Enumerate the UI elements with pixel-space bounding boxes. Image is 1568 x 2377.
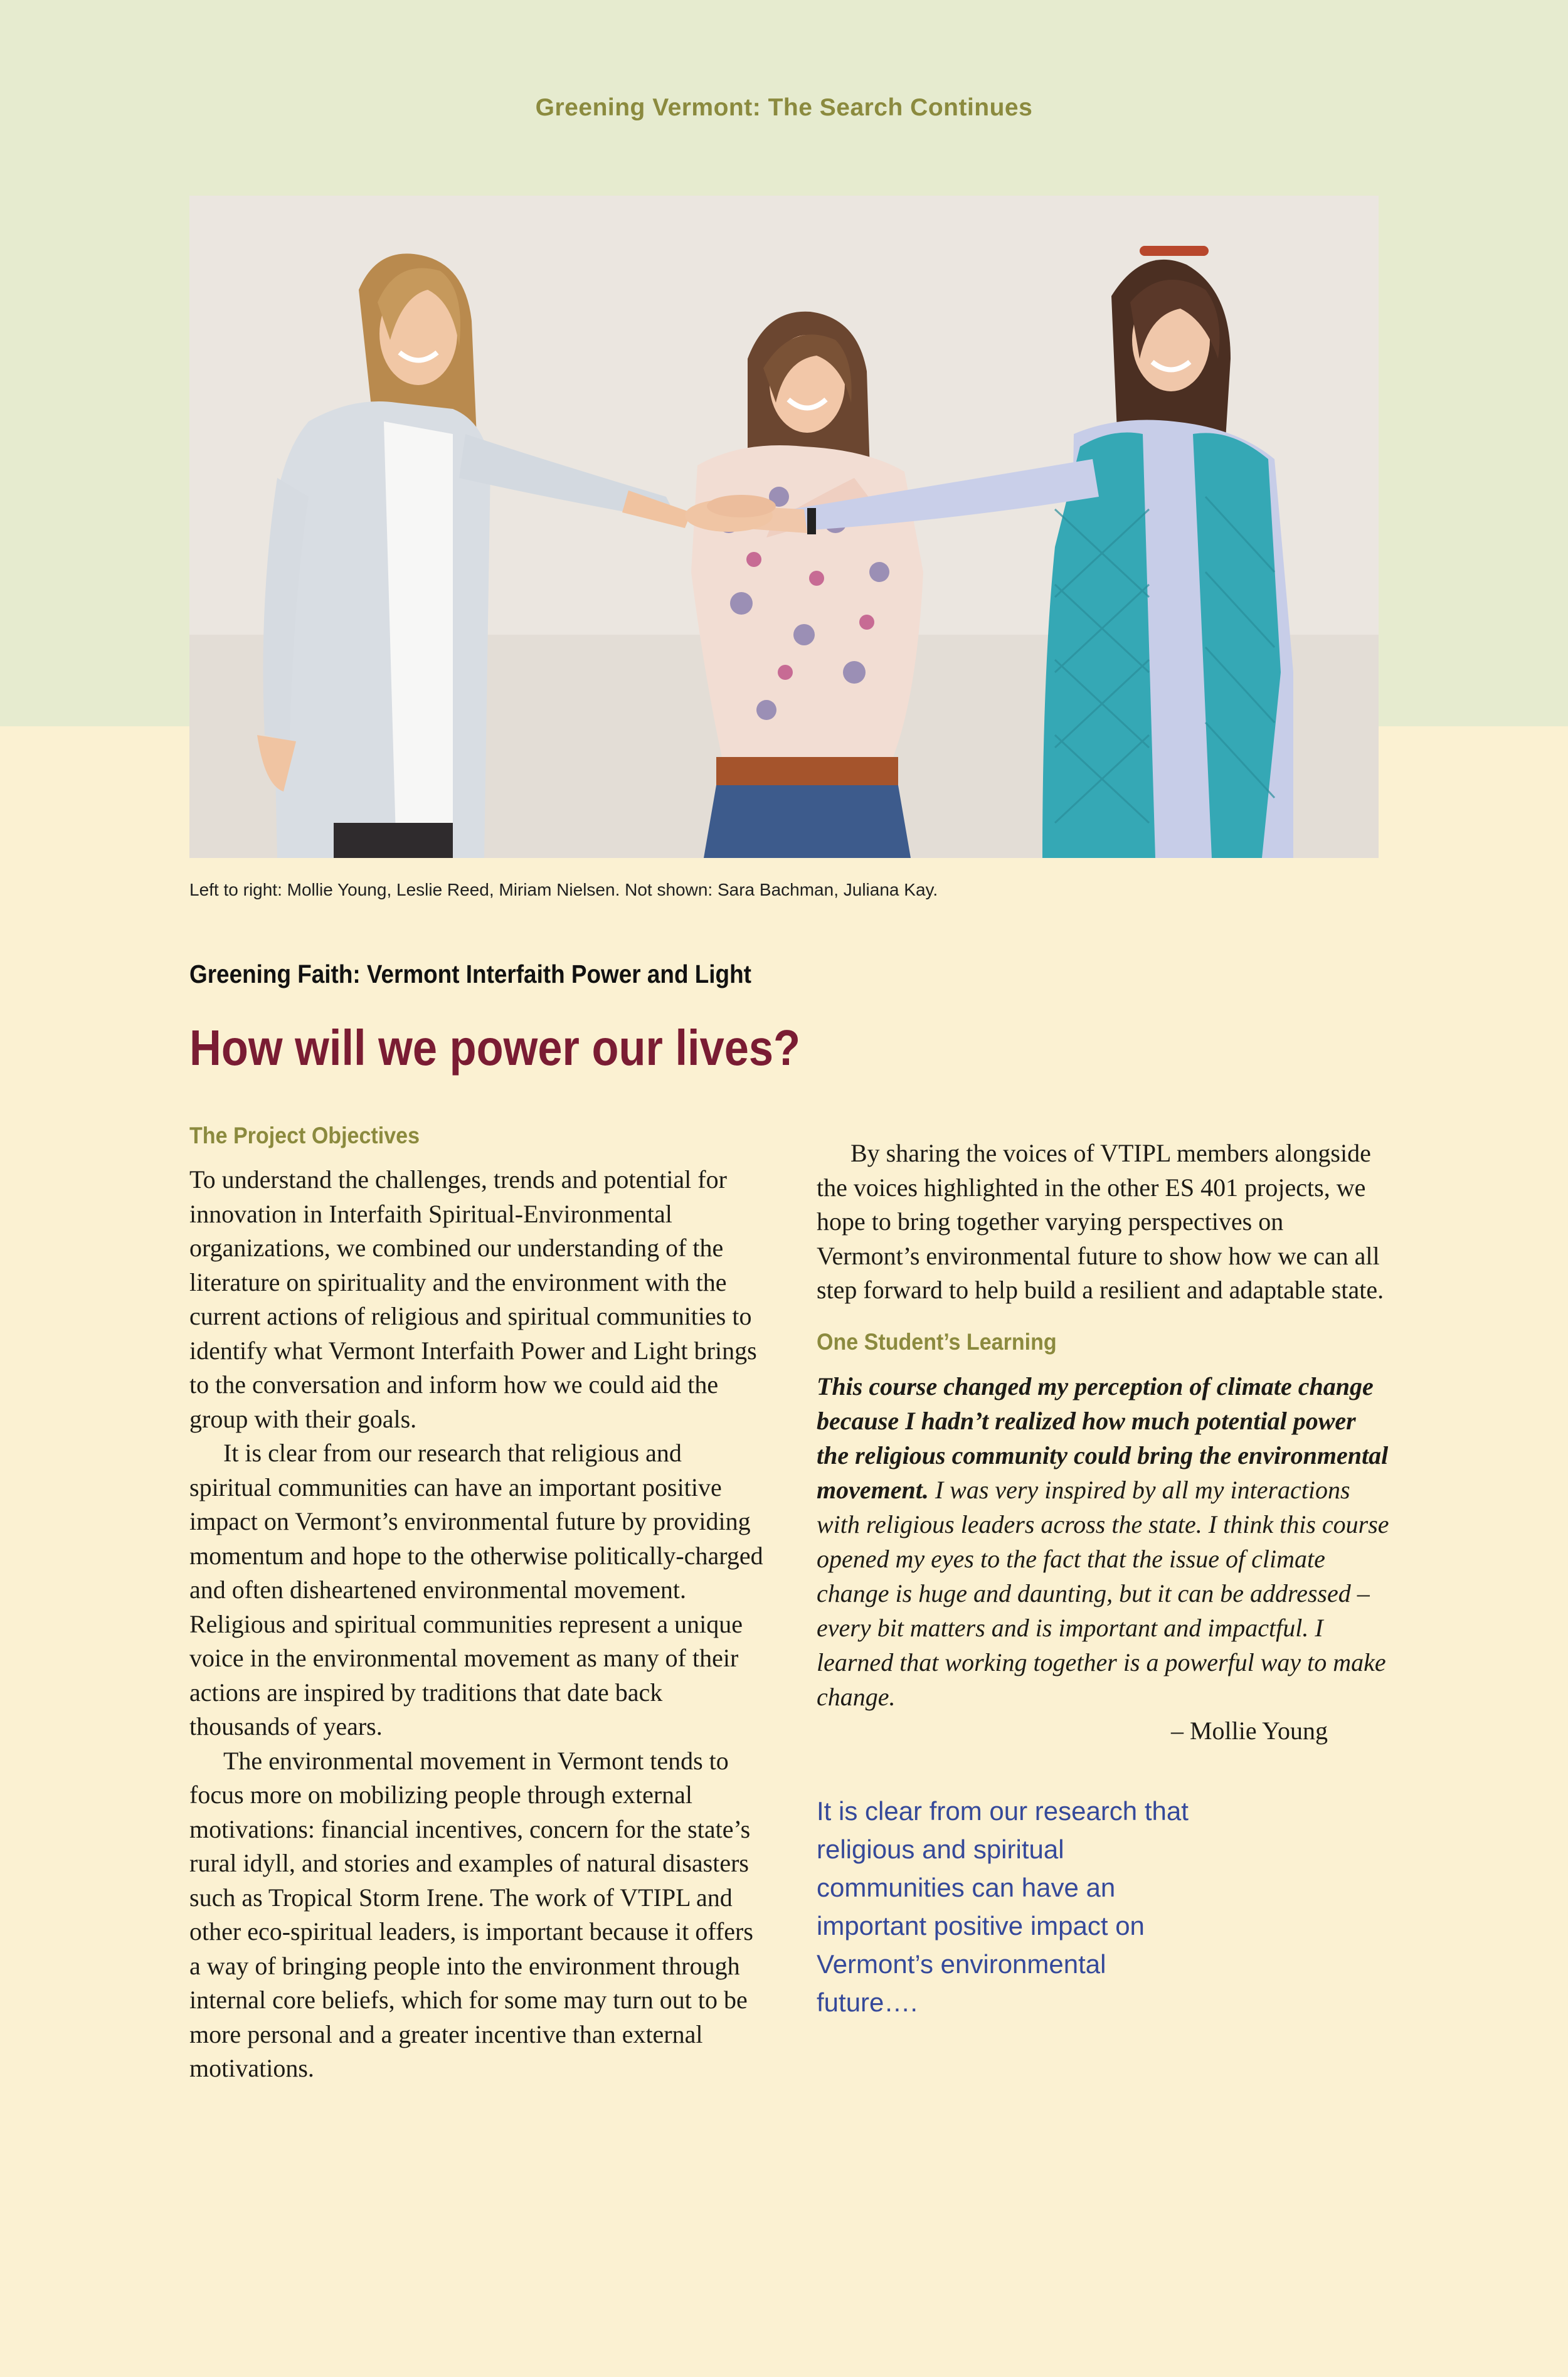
running-head: Greening Vermont: The Search Continues [535, 94, 1033, 121]
article-headline: How will we power our lives? [189, 1020, 801, 1076]
student-quote-bold: This course changed my perception of climate change because I hadn’t realized how much potential power the religious community could bring the environmental movement. [817, 1372, 1389, 1504]
group-photo [189, 196, 1379, 858]
student-quote-rest: I was very inspired by all my interactions with religious leaders across the state. I think this course opened my eyes to the fact that the issue of climate change is huge and daunting, but it can be addressed – every bit matters and is important and impactful. I learned that working together is a powerful way to make change. [817, 1475, 1389, 1711]
left-column [189, 1123, 763, 2086]
body-paragraph-4: By sharing the voices of VTIPL members alongside the voices highlighted in the other ES 401 projects, we hope to bring together varying perspectives on Vermont’s environmental future to show how we can all step forward to help build a resilient and adaptable state. [817, 1139, 1384, 1304]
body-paragraph-1: To understand the challenges, trends and potential for innovation in Interfaith Spiritual-Environmental organizations, we combined our understanding of the literature on spirituality and the environment with the current actions of religious and spiritual communities to identify what Vermont Interfaith Power and Light brings to the conversation and inform how we could aid the group with their goals. [189, 1165, 757, 1433]
section-kicker: Greening Faith: Vermont Interfaith Power and Light [189, 960, 751, 988]
subhead-project-objectives: The Project Objectives [189, 1123, 420, 1148]
photo-illustration [189, 196, 1379, 858]
photo-caption: Left to right: Mollie Young, Leslie Reed, Miriam Nielsen. Not shown: Sara Bachman, Juliana Kay. [189, 880, 938, 899]
quote-attribution: – Mollie Young [1170, 1716, 1328, 1745]
pull-quote: It is clear from our research that religious and spiritual communities can have an important positive impact on Vermont’s environmental future…. [817, 1796, 1189, 2017]
right-column [817, 1123, 1391, 2021]
body-paragraph-2: It is clear from our research that religious and spiritual communities can have an important positive impact on Vermont’s environmental future by providing momentum and hope to the otherwise politically-charged and often disheartened environmental movement. Religious and spiritual communities represent a unique voice in the environmental movement as many of their actions are inspired by traditions that date back thousands of years. [189, 1439, 763, 1740]
subhead-student-learning: One Student’s Learning [817, 1328, 1057, 1355]
body-paragraph-3: The environmental movement in Vermont tends to focus more on mobilizing people through external motivations: financial incentives, concern for the state’s rural idyll, and stories and examples of natural disasters such as Tropical Storm Irene. The work of VTIPL and other eco-spiritual leaders, is important because it offers a way of bringing people into the environment through internal core beliefs, which for some may turn out to be more personal and a greater incentive than external motivations. [189, 1746, 753, 2082]
student-quote [817, 1369, 1391, 1714]
